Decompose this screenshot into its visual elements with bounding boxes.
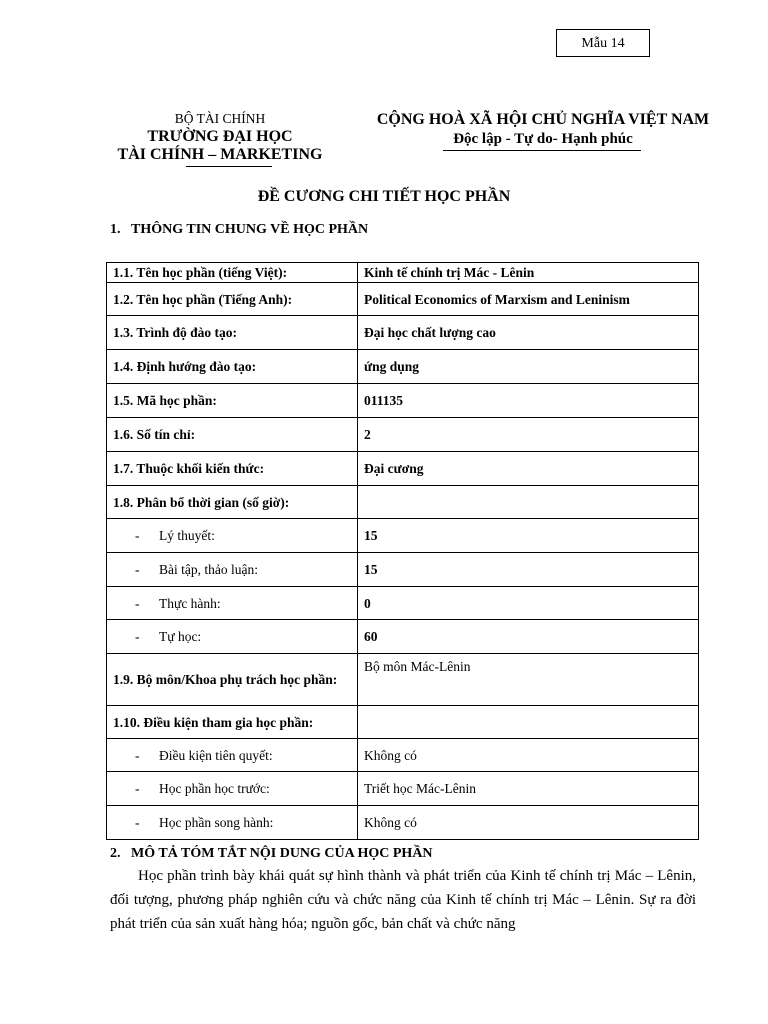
row-label	[107, 620, 358, 654]
ministry-name: BỘ TÀI CHÍNH	[174, 111, 266, 126]
national-header	[360, 110, 726, 148]
row-label: 1.5. Mã học phần:	[107, 384, 358, 418]
section-1-heading	[110, 222, 368, 238]
form-number-box: Mẫu 14	[556, 29, 650, 57]
row-value: 0	[358, 587, 699, 620]
row-label	[107, 587, 358, 620]
row-value: Triết học Mác-Lênin	[358, 772, 699, 806]
ministry-header	[108, 110, 332, 164]
section-1-title: THÔNG TIN CHUNG VỀ HỌC PHẦN	[131, 222, 369, 237]
section-2-title: MÔ TẢ TÓM TẮT NỘI DUNG CỦA HỌC PHẦN	[131, 846, 433, 861]
row-label	[107, 806, 358, 840]
section-2-paragraph	[110, 864, 696, 936]
table-row	[107, 587, 699, 620]
row-value: Không có	[358, 806, 699, 840]
row-label	[107, 519, 358, 553]
university-name-line1: TRƯỜNG ĐẠI HỌC	[147, 128, 293, 145]
row-label-text: Tự học:	[159, 629, 202, 644]
bullet-dash: -	[135, 562, 140, 577]
university-name-line2: TÀI CHÍNH – MARKETING	[117, 146, 323, 163]
table-row	[107, 418, 699, 452]
row-value: Bộ môn Mác-Lênin	[358, 654, 699, 706]
bullet-dash: -	[135, 781, 140, 796]
table-row	[107, 654, 699, 706]
country-name: CỘNG HOÀ XÃ HỘI CHỦ NGHĨA VIỆT NAM	[376, 111, 710, 128]
table-row	[107, 486, 699, 519]
row-label	[107, 772, 358, 806]
table-row	[107, 806, 699, 840]
row-label	[107, 553, 358, 587]
row-label: 1.4. Định hướng đào tạo:	[107, 350, 358, 384]
row-value: Đại cương	[358, 452, 699, 486]
row-value: 011135	[358, 384, 699, 418]
table-row	[107, 316, 699, 350]
row-value: Political Economics of Marxism and Leninism	[358, 283, 699, 316]
row-label: 1.2. Tên học phần (Tiếng Anh):	[107, 283, 358, 316]
table-row	[107, 263, 699, 283]
row-label: 1.6. Số tín chỉ:	[107, 418, 358, 452]
section-1-number: 1.	[110, 222, 121, 237]
bullet-dash: -	[135, 747, 140, 763]
row-value: 2	[358, 418, 699, 452]
row-label: 1.1. Tên học phần (tiếng Việt):	[107, 263, 358, 283]
table-row	[107, 519, 699, 553]
row-label: 1.8. Phân bổ thời gian (số giờ):	[107, 486, 358, 519]
row-label: 1.3. Trình độ đào tạo:	[107, 316, 358, 350]
table-row	[107, 706, 699, 739]
row-label-text: Thực hành:	[159, 595, 221, 611]
table-row	[107, 553, 699, 587]
table-row	[107, 283, 699, 316]
row-label: 1.7. Thuộc khối kiến thức:	[107, 452, 358, 486]
header-left-underline	[186, 166, 272, 167]
table-row	[107, 350, 699, 384]
row-label-text: Lý thuyết:	[159, 528, 215, 543]
table-row	[107, 384, 699, 418]
row-label-text: Học phần học trước:	[159, 781, 270, 796]
row-label: 1.10. Điều kiện tham gia học phần:	[107, 706, 358, 739]
row-value: Đại học chất lượng cao	[358, 316, 699, 350]
table-row	[107, 620, 699, 654]
section-2-number: 2.	[110, 846, 121, 861]
table-row	[107, 739, 699, 772]
row-label: 1.9. Bộ môn/Khoa phụ trách học phần:	[107, 654, 358, 706]
paragraph-text: Học phần trình bày khái quát sự hình thành và phát triển của Kinh tế chính trị Mác – Lênin, đối tượng, phương pháp nghiên cứu và chức năng của Kinh tế chính trị Mác – Lênin. Sự ra đời phát triển của sản xuất hàng hóa; nguồn gốc, bản chất và chức năng	[110, 868, 696, 932]
header-right-underline	[443, 150, 641, 151]
bullet-dash: -	[135, 528, 140, 543]
row-value: ứng dụng	[358, 350, 699, 384]
row-value	[358, 706, 699, 739]
bullet-dash: -	[135, 815, 140, 830]
table-row	[107, 772, 699, 806]
row-value: Kinh tế chính trị Mác - Lênin	[358, 263, 699, 283]
row-value: 15	[358, 519, 699, 553]
document-title: ĐỀ CƯƠNG CHI TIẾT HỌC PHẦN	[257, 188, 511, 205]
table-row	[107, 452, 699, 486]
row-value: Không có	[358, 739, 699, 772]
bullet-dash: -	[135, 595, 140, 611]
section-2-heading	[110, 846, 433, 862]
course-info-table	[106, 262, 699, 840]
row-label-text: Học phần song hành:	[159, 815, 274, 830]
row-label-text: Bài tập, thảo luận:	[159, 562, 258, 577]
national-motto: Độc lập - Tự do- Hạnh phúc	[453, 131, 633, 147]
bullet-dash: -	[135, 629, 140, 644]
row-value	[358, 486, 699, 519]
row-value: 15	[358, 553, 699, 587]
row-label-text: Điều kiện tiên quyết:	[159, 747, 273, 763]
row-value: 60	[358, 620, 699, 654]
row-label	[107, 739, 358, 772]
